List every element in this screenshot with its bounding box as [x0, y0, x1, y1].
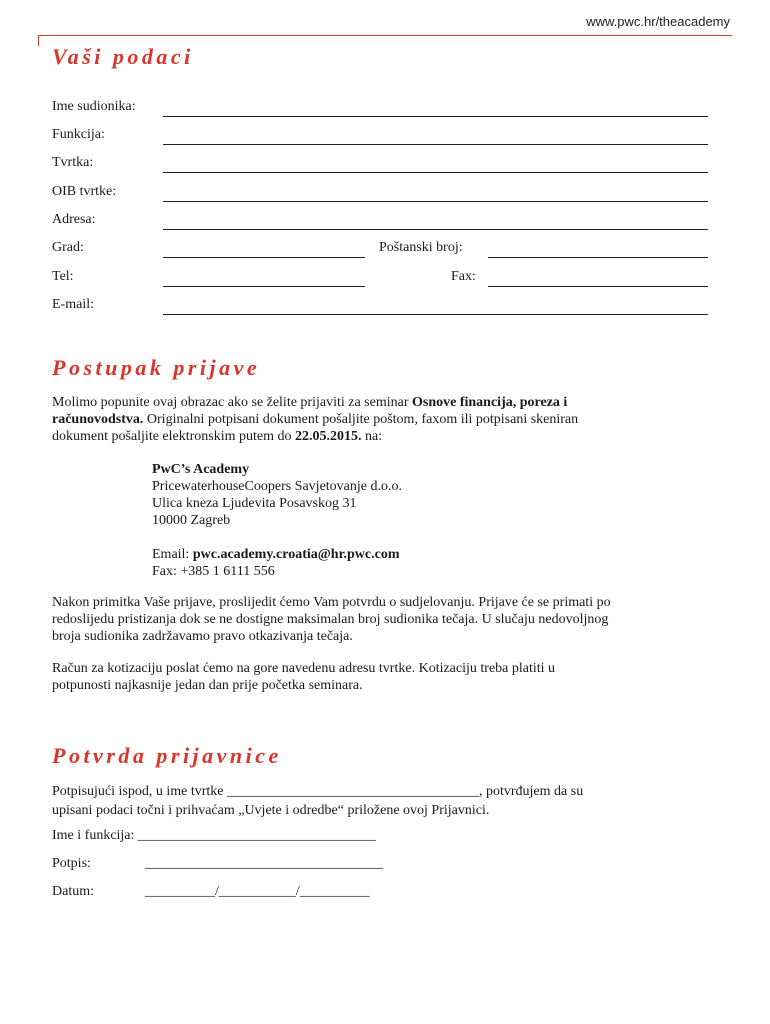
- email-label: Email:: [152, 547, 193, 562]
- academy-address-block: [152, 461, 712, 580]
- field-label-postal: Poštanski broj:: [379, 240, 463, 255]
- field-label-email: E-mail:: [52, 297, 94, 312]
- section-title-postupak-prijave: Postupak prijave: [52, 355, 261, 380]
- academy-street: Ulica kneza Ljudevita Posavskog 31: [152, 496, 357, 511]
- academy-email-link[interactable]: pwc.academy.croatia@hr.pwc.com: [192, 547, 400, 562]
- header-rule-tick: [38, 35, 39, 46]
- datum-blank[interactable]: __________/___________/__________: [145, 884, 370, 899]
- field-line-city[interactable]: [163, 257, 365, 258]
- datum-label: Datum:: [52, 884, 94, 899]
- ime-funkcija-blank[interactable]: __________________________________: [137, 828, 376, 843]
- field-line-function[interactable]: [163, 144, 708, 145]
- academy-company: PricewaterhouseCoopers Savjetovanje d.o.o.: [152, 479, 402, 494]
- confirmation-line-2: redoslijedu pristizanja dok se ne dostigne maksimalan broj sudionika tečaja. U slučaju nedovoljnog: [52, 612, 609, 627]
- academy-fax: Fax: +385 1 6111 556: [152, 564, 275, 579]
- field-label-fax: Fax:: [451, 269, 476, 284]
- signature-statement-line-1: Potpisujući ispod, u ime tvrtke ____________________________________, potvrđujem da su: [52, 784, 584, 799]
- invoice-paragraph: [52, 660, 732, 694]
- academy-org-name: PwC’s Academy: [152, 462, 250, 477]
- section-title-potvrda-prijavnice: Potvrda prijavnice: [52, 743, 282, 768]
- field-label-tel: Tel:: [52, 269, 74, 284]
- field-line-email[interactable]: [163, 314, 708, 315]
- field-line-tel[interactable]: [163, 286, 365, 287]
- seminar-name-part2: računovodstva.: [52, 412, 144, 427]
- ime-funkcija-label: Ime i funkcija:: [52, 828, 138, 843]
- field-line-postal[interactable]: [488, 257, 708, 258]
- field-label-address: Adresa:: [52, 212, 96, 227]
- field-label-name: Ime sudionika:: [52, 99, 136, 114]
- section-title-vasi-podaci: Vaši podaci: [52, 44, 194, 69]
- invoice-line-1: Račun za kotizaciju poslat ćemo na gore navedenu adresu tvrtke. Kotizaciju treba platiti u: [52, 661, 556, 676]
- field-label-company: Tvrtka:: [52, 155, 94, 170]
- field-label-city: Grad:: [52, 240, 84, 255]
- field-line-oib[interactable]: [163, 201, 708, 202]
- intro-text-d: na:: [361, 429, 383, 444]
- confirmation-line-3: broja sudionika zadržavamo pravo otkazivanja tečaja.: [52, 629, 353, 644]
- ime-funkcija-row[interactable]: [52, 828, 376, 844]
- field-line-fax[interactable]: [488, 286, 708, 287]
- intro-text-c: dokument pošaljite elektronskim putem do: [52, 429, 296, 444]
- potpis-label: Potpis:: [52, 856, 91, 871]
- field-label-function: Funkcija:: [52, 127, 105, 142]
- potpis-blank[interactable]: __________________________________: [145, 856, 383, 871]
- confirmation-line-1: Nakon primitka Vaše prijave, proslijedit ćemo Vam potvrdu o sudjelovanju. Prijave će se primati po: [52, 595, 611, 610]
- academy-city: 10000 Zagreb: [152, 513, 231, 528]
- invoice-line-2: potpunosti najkasnije jedan dan prije početka seminara.: [52, 678, 363, 693]
- seminar-name-part1: Osnove financija, poreza i: [412, 395, 568, 410]
- field-line-address[interactable]: [163, 229, 708, 230]
- intro-text-b: Originalni potpisani dokument pošaljite poštom, faxom ili potpisani skeniran: [143, 412, 579, 427]
- confirmation-paragraph: [52, 594, 732, 645]
- field-line-company[interactable]: [163, 172, 708, 173]
- field-label-oib: OIB tvrtke:: [52, 184, 117, 199]
- signature-statement: [52, 782, 732, 820]
- intro-text-a: Molimo popunite ovaj obrazac ako se želite prijaviti za seminar: [52, 395, 412, 410]
- signature-statement-line-2: upisani podaci točni i prihvaćam „Uvjete i odredbe“ priložene ovoj Prijavnici.: [52, 803, 490, 818]
- field-line-name[interactable]: [163, 116, 708, 117]
- deadline-date: 22.05.2015.: [295, 429, 362, 444]
- website-url: www.pwc.hr/theacademy: [586, 14, 730, 29]
- header-rule: [38, 35, 732, 36]
- intro-paragraph: [52, 394, 732, 445]
